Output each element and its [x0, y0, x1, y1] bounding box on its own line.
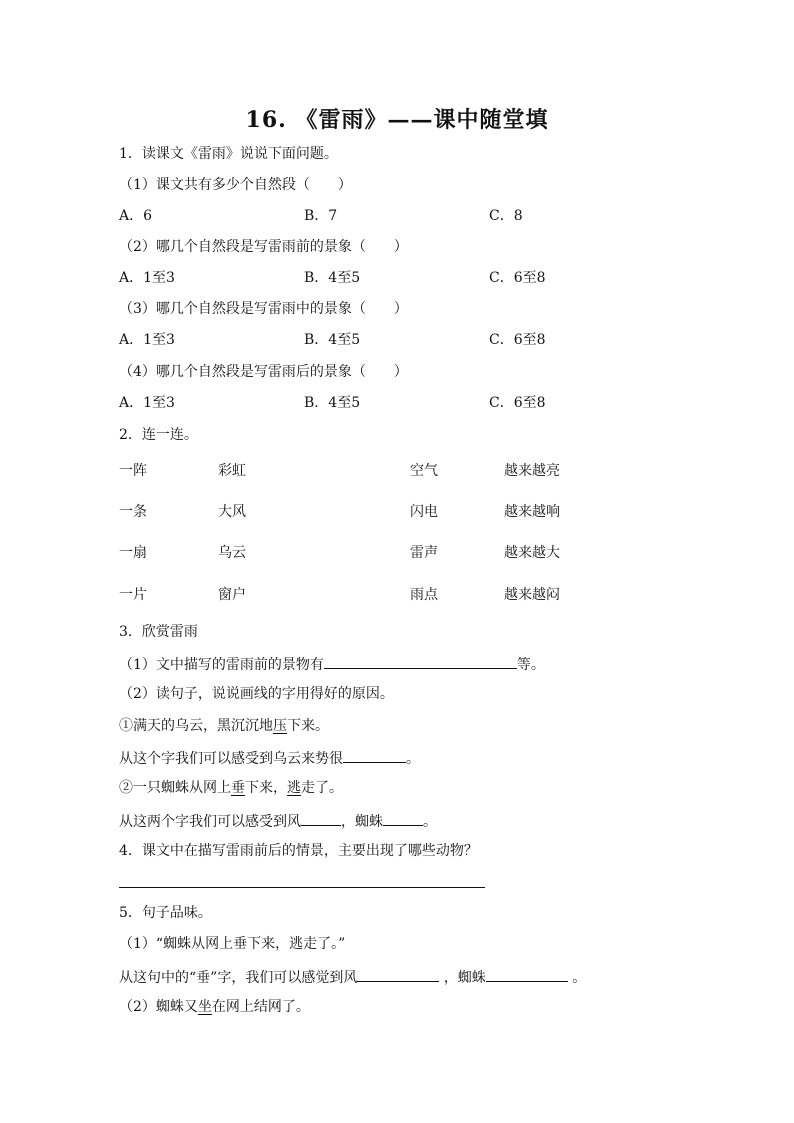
answer-line[interactable]	[119, 887, 485, 888]
q1-sub1-option-a: A．6	[119, 208, 153, 224]
answer-suffix: 。	[406, 751, 420, 767]
match-right-word: 雨点	[410, 587, 438, 603]
q3-sub1-suffix: 等。	[516, 657, 545, 673]
q2-stem: 2．连一连。	[119, 427, 198, 443]
answer-blank[interactable]	[486, 966, 568, 982]
answer-suffix: 。	[423, 814, 437, 830]
q1-sub4: （4）哪几个自然段是写雷雨后的景象（ ）	[119, 364, 408, 380]
page-title: 16. 《雷雨》——课中随堂填	[245, 107, 549, 133]
q1-sub3: （3）哪几个自然段是写雷雨中的景象（ ）	[119, 301, 408, 317]
q1-sub3-option-a: A．1至3	[119, 332, 175, 348]
match-left-target: 彩虹	[218, 463, 246, 479]
q3-sub1	[119, 653, 545, 675]
underlined-char: 坐	[197, 999, 212, 1015]
q3-stem: 3．欣赏雷雨	[119, 624, 198, 640]
q1-sub2: （2）哪几个自然段是写雷雨前的景象（ ）	[119, 239, 408, 255]
answer-prompt: 从这句中的“垂”字，我们可以感觉到风	[119, 970, 358, 986]
sentence-text: ①满天的乌云，黑沉沉地	[119, 718, 273, 734]
q3-sub1-text: （1）文中描写的雷雨前的景物有	[119, 657, 324, 673]
q1-sub1-option-b: B．7	[304, 208, 338, 224]
match-left-word: 一片	[119, 587, 147, 603]
match-right-target: 越来越大	[504, 545, 560, 561]
match-right-target: 越来越亮	[504, 463, 560, 479]
sentence-text: 在网上结网了。	[211, 999, 310, 1015]
match-left-target: 乌云	[218, 545, 246, 561]
q1-sub2-option-b: B．4至5	[304, 270, 361, 286]
sentence-text: 下来。	[287, 718, 329, 734]
q3-sentence-2-answer	[119, 810, 437, 832]
answer-prompt: ，蜘蛛	[341, 814, 383, 830]
q5-stem: 5．句子品味。	[119, 905, 212, 921]
underlined-char: 压	[273, 718, 287, 734]
q1-sub3-option-b: B．4至5	[304, 332, 361, 348]
match-right-target: 越来越闷	[504, 587, 560, 603]
q1-sub3-option-c: C．6至8	[489, 332, 546, 348]
match-left-target: 大风	[218, 504, 246, 520]
answer-blank[interactable]	[357, 966, 439, 982]
q3-sentence-2	[119, 778, 343, 798]
answer-blank[interactable]	[383, 810, 423, 826]
match-left-word: 一扇	[119, 545, 147, 561]
q1-sub2-option-a: A．1至3	[119, 270, 175, 286]
sentence-text: 下来，	[245, 780, 287, 796]
q4-stem: 4．课文中在描写雷雨前后的情景，主要出现了哪些动物？	[119, 843, 478, 859]
underlined-char: 垂	[231, 780, 245, 796]
answer-suffix: 。	[572, 970, 587, 986]
answer-prompt: ，蜘蛛	[443, 970, 486, 986]
match-left-word: 一条	[119, 504, 147, 520]
q1-sub2-option-c: C．6至8	[489, 270, 546, 286]
q1-sub4-option-c: C．6至8	[489, 395, 546, 411]
answer-prompt: 从这个字我们可以感受到乌云来势很	[119, 751, 343, 767]
answer-prompt: 从这两个字我们可以感受到风	[119, 814, 301, 830]
q3-sentence-1-answer	[119, 747, 420, 769]
match-left-target: 窗户	[218, 587, 246, 603]
answer-blank[interactable]	[301, 810, 341, 826]
q3-sub2: （2）读句子，说说画线的字用得好的原因。	[119, 686, 394, 702]
sentence-text: 走了。	[301, 780, 343, 796]
q5-sub1-answer	[119, 966, 586, 988]
match-right-target: 越来越响	[504, 504, 560, 520]
match-right-word: 空气	[410, 463, 438, 479]
q5-sub1: （1）“蜘蛛从网上垂下来，逃走了。”	[119, 936, 346, 952]
q1-sub4-option-b: B．4至5	[304, 395, 361, 411]
sentence-text: ②一只蜘蛛从网上	[119, 780, 231, 796]
q1-sub1-option-c: C．8	[489, 208, 523, 224]
match-left-word: 一阵	[119, 463, 147, 479]
underlined-char: 逃	[287, 780, 301, 796]
match-right-word: 闪电	[410, 504, 438, 520]
q1-sub4-option-a: A．1至3	[119, 395, 175, 411]
q1-sub1: （1）课文共有多少个自然段（ ）	[119, 177, 352, 193]
q1-stem: 1．读课文《雷雨》说说下面问题。	[119, 146, 338, 162]
q3-sentence-1	[119, 716, 329, 736]
q5-sub2	[119, 997, 310, 1017]
match-right-word: 雷声	[410, 545, 438, 561]
answer-blank[interactable]	[324, 653, 517, 669]
sentence-text: （2）蜘蛛又	[119, 999, 198, 1015]
answer-blank[interactable]	[343, 747, 406, 763]
